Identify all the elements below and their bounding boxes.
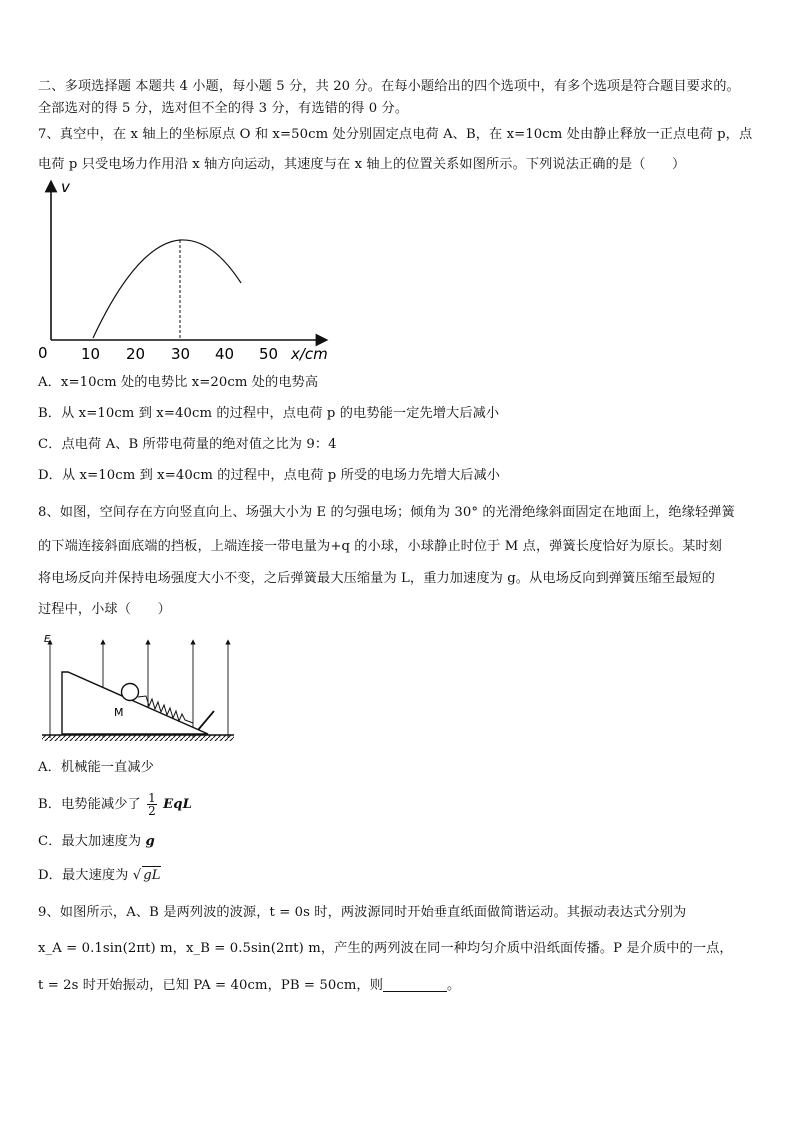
fraction-numerator: 1	[148, 791, 156, 805]
q7-option-c: C．点电荷 A、B 所带电荷量的绝对值之比为 9：4	[38, 437, 337, 452]
q9-line3-prefix: t = 2s 时开始振动，已知 PA = 40cm，PB = 50cm，则	[38, 978, 383, 993]
ball-label-m: M	[114, 706, 124, 719]
q8-option-c-value: g	[145, 834, 155, 849]
q8-stem-line4: 过程中，小球（ ）	[38, 602, 171, 617]
sqrt-sign: √	[132, 868, 142, 883]
q9-line3-suffix: 。	[447, 978, 461, 993]
x-axis-label: x/cm	[291, 345, 328, 363]
tick-label-20: 20	[126, 345, 146, 363]
tick-label-10: 10	[81, 345, 101, 363]
q7-option-d: D．从 x=10cm 到 x=40cm 的过程中，点电荷 p 所受的电场力先增大后减小	[38, 468, 501, 483]
section-header-line2: 全部选对的得 5 分，选对但不全的得 3 分，有选错的得 0 分。	[38, 101, 409, 116]
ground-hatch	[42, 735, 234, 741]
q8-option-d	[38, 866, 161, 885]
incline-body	[62, 672, 208, 734]
q8-option-b-suffix: EqL	[163, 797, 193, 812]
field-label-e: E	[44, 634, 51, 645]
q8-option-d-prefix: D．最大速度为	[38, 868, 129, 883]
q8-option-b-prefix: B．电势能减少了	[38, 797, 141, 812]
section-header-line1: 二、多项选择题 本题共 4 小题，每小题 5 分，共 20 分。在每小题给出的四个选项中，有多个选项是符合题目要求的。	[38, 79, 740, 94]
q8-option-b-fraction	[147, 792, 157, 817]
q7-velocity-position-graph	[32, 178, 342, 364]
origin-label: 0	[38, 344, 48, 362]
q9-line2: x_A = 0.1sin(2πt) m，x_B = 0.5sin(2πt) m，产生的两列波在同一种均匀介质中沿纸面传播。P 是介质中的一点，	[38, 941, 733, 956]
q7-stem-line1: 7、真空中，在 x 轴上的坐标原点 O 和 x=50cm 处分别固定点电荷 A、B，在 x=10cm 处由静止释放一正点电荷 p，点	[38, 127, 753, 142]
q8-option-c-prefix: C．最大加速度为	[38, 834, 142, 849]
q8-stem-line1: 8、如图，空间存在方向竖直向上、场强大小为 E 的匀强电场；倾角为 30° 的光滑绝缘斜面固定在地面上，绝缘轻弹簧	[38, 505, 735, 520]
stopper	[198, 711, 214, 730]
q8-incline-figure	[38, 628, 238, 746]
tick-label-50: 50	[259, 345, 279, 363]
velocity-curve	[93, 240, 241, 338]
q9-line1: 9、如图所示，A、B 是两列波的波源，t = 0s 时，两波源同时开始垂直纸面做简谐运动。其振动表达式分别为	[38, 905, 687, 920]
answer-blank[interactable]	[383, 978, 447, 992]
q8-stem-line2: 的下端连接斜面底端的挡板，上端连接一带电量为+q 的小球，小球静止时位于 M 点，弹簧长度恰好为原长。某时刻	[38, 539, 722, 554]
y-axis-label: v	[61, 178, 70, 196]
tick-label-40: 40	[215, 345, 235, 363]
fraction-denominator: 2	[148, 804, 156, 818]
q8-stem-line3: 将电场反向并保持电场强度大小不变，之后弹簧最大压缩量为 L，重力加速度为 g。从电场反向到弹簧压缩至最短的	[38, 571, 716, 586]
q8-option-d-value: gL	[143, 868, 161, 883]
q8-option-a: A．机械能一直减少	[38, 760, 154, 775]
tick-label-30: 30	[171, 345, 191, 363]
q7-option-a: A．x=10cm 处的电势比 x=20cm 处的电势高	[38, 375, 319, 390]
q7-option-b: B．从 x=10cm 到 x=40cm 的过程中，点电荷 p 的电势能一定先增大后减小	[38, 406, 500, 421]
q7-stem-line2: 电荷 p 只受电场力作用沿 x 轴方向运动，其速度与在 x 轴上的位置关系如图所示。下列说法正确的是（ ）	[38, 157, 686, 172]
q8-option-c	[38, 833, 155, 851]
ball-m	[122, 684, 139, 701]
q9-line3	[38, 977, 460, 995]
q8-option-b	[38, 791, 192, 819]
